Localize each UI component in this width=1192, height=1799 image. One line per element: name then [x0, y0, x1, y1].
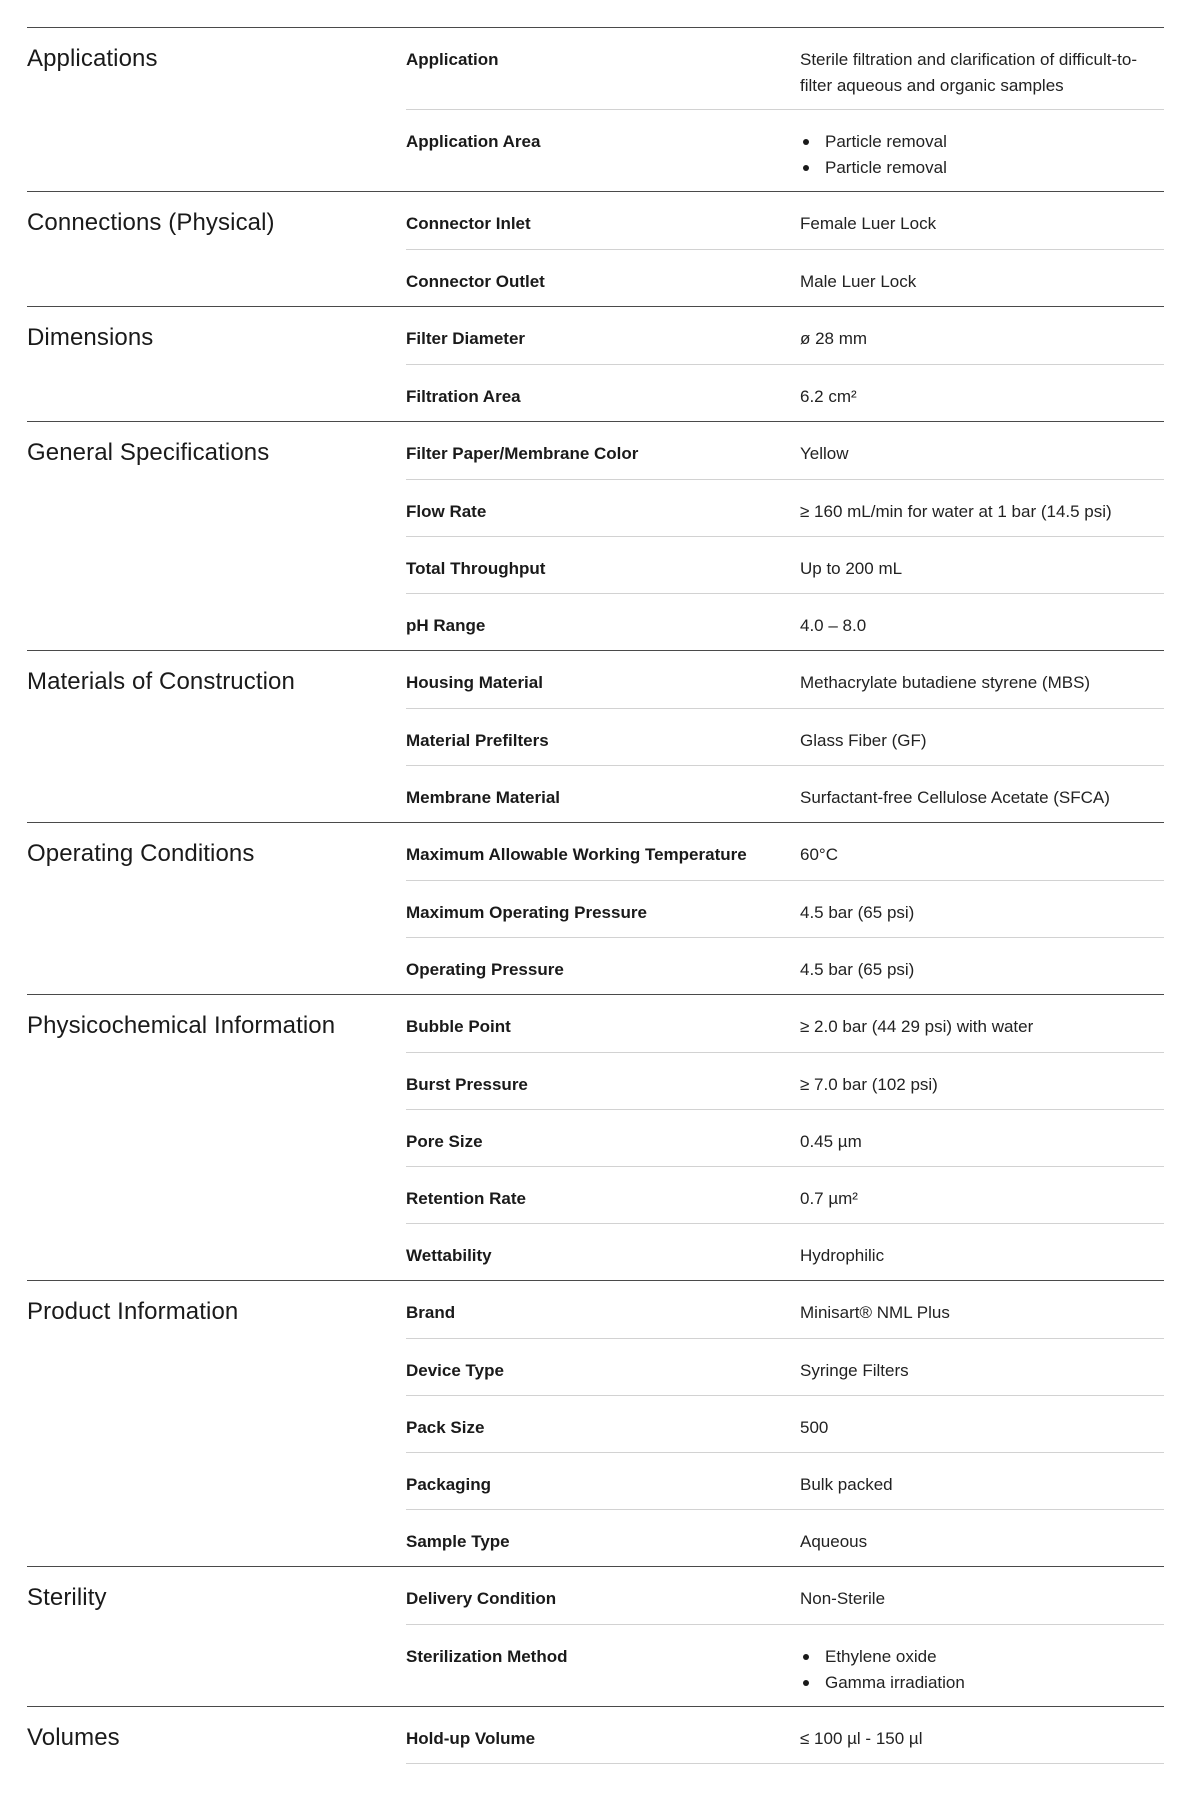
spec-row [406, 1052, 1164, 1109]
spec-value-list [800, 129, 1156, 181]
spec-group [27, 650, 1164, 822]
spec-label: Application [406, 50, 499, 69]
spec-label: Connector Outlet [406, 272, 545, 291]
spec-row [406, 536, 1164, 593]
spec-label: Device Type [406, 1361, 504, 1380]
group-title: Physicochemical Information [27, 1012, 336, 1039]
spec-label: Connector Inlet [406, 214, 531, 233]
spec-row [406, 651, 1164, 708]
spec-rows [406, 1707, 1164, 1764]
spec-rows [406, 28, 1164, 191]
spec-value: 4.0 – 8.0 [800, 616, 867, 635]
spec-label: Housing Material [406, 673, 543, 692]
spec-value: ≤ 100 µl - 150 µl [800, 1729, 923, 1748]
list-item: Gamma irradiation [800, 1670, 1156, 1696]
spec-value: ≥ 2.0 bar (44 29 psi) with water [800, 1017, 1034, 1036]
spec-value: Aqueous [800, 1532, 868, 1551]
spec-value: Male Luer Lock [800, 272, 917, 291]
spec-value: 4.5 bar (65 psi) [800, 960, 915, 979]
list-item: Particle removal [800, 129, 1156, 155]
spec-label: pH Range [406, 616, 486, 635]
spec-row [406, 765, 1164, 822]
spec-value: Female Luer Lock [800, 214, 937, 233]
spec-row [406, 1395, 1164, 1452]
spec-value: Hydrophilic [800, 1246, 885, 1265]
spec-group [27, 994, 1164, 1280]
group-title: Product Information [27, 1298, 239, 1325]
spec-label: Maximum Operating Pressure [406, 903, 647, 922]
spec-label: Operating Pressure [406, 960, 564, 979]
spec-value: ≥ 7.0 bar (102 psi) [800, 1075, 938, 1094]
spec-value-list [800, 1644, 1156, 1696]
spec-value [800, 129, 1164, 181]
spec-label: Retention Rate [406, 1189, 526, 1208]
spec-value: Non-Sterile [800, 1589, 886, 1608]
spec-group [27, 1706, 1164, 1764]
group-title: Connections (Physical) [27, 209, 275, 236]
spec-label: Pack Size [406, 1418, 485, 1437]
spec-row [406, 1452, 1164, 1509]
spec-label: Sterilization Method [406, 1647, 568, 1666]
spec-value: 0.45 µm [800, 1132, 862, 1151]
spec-label: Packaging [406, 1475, 492, 1494]
spec-group [27, 421, 1164, 650]
group-title: Volumes [27, 1724, 120, 1751]
spec-value: Yellow [800, 444, 849, 463]
spec-value: 0.7 µm² [800, 1189, 858, 1208]
spec-row [406, 28, 1164, 109]
spec-row [406, 1338, 1164, 1395]
spec-label: Sample Type [406, 1532, 510, 1551]
spec-value: ≥ 160 mL/min for water at 1 bar (14.5 psi) [800, 502, 1112, 521]
spec-group [27, 1280, 1164, 1566]
spec-row [406, 307, 1164, 364]
spec-row [406, 249, 1164, 306]
spec-rows [406, 651, 1164, 822]
spec-rows [406, 192, 1164, 306]
spec-rows [406, 995, 1164, 1280]
spec-row [406, 1109, 1164, 1166]
spec-row [406, 880, 1164, 937]
spec-row [406, 1624, 1164, 1706]
group-title: Materials of Construction [27, 668, 295, 695]
spec-label: Membrane Material [406, 788, 560, 807]
spec-row [406, 823, 1164, 880]
spec-value: Bulk packed [800, 1475, 893, 1494]
spec-group [27, 191, 1164, 306]
spec-label: Hold-up Volume [406, 1729, 536, 1748]
spec-value: Sterile filtration and clarification of difficult-to-filter aqueous and organic samples [800, 50, 1138, 95]
spec-row [406, 1223, 1164, 1280]
spec-row [406, 192, 1164, 249]
spec-row [406, 1281, 1164, 1338]
spec-value: ø 28 mm [800, 329, 868, 348]
spec-value: Glass Fiber (GF) [800, 731, 927, 750]
spec-label: Brand [406, 1303, 456, 1322]
spec-value: Up to 200 mL [800, 559, 903, 578]
group-title: General Specifications [27, 439, 270, 466]
spec-label: Maximum Allowable Working Temperature [406, 845, 747, 864]
spec-row [406, 479, 1164, 536]
spec-row [406, 995, 1164, 1052]
group-title: Applications [27, 45, 158, 72]
spec-rows [406, 307, 1164, 421]
spec-row [406, 1509, 1164, 1566]
spec-label: Bubble Point [406, 1017, 511, 1036]
spec-row [406, 1166, 1164, 1223]
spec-row [406, 1567, 1164, 1624]
spec-group [27, 1566, 1164, 1706]
spec-rows [406, 823, 1164, 994]
spec-label: Material Prefilters [406, 731, 549, 750]
list-item: Ethylene oxide [800, 1644, 1156, 1670]
spec-value: Minisart® NML Plus [800, 1303, 950, 1322]
spec-label: Delivery Condition [406, 1589, 557, 1608]
spec-group [27, 822, 1164, 994]
spec-label: Total Throughput [406, 559, 546, 578]
spec-label: Flow Rate [406, 502, 487, 521]
spec-value: Surfactant-free Cellulose Acetate (SFCA) [800, 788, 1110, 807]
spec-group [27, 306, 1164, 421]
spec-group [27, 27, 1164, 191]
group-title: Sterility [27, 1584, 107, 1611]
spec-row [406, 422, 1164, 479]
spec-value [800, 1644, 1164, 1696]
group-title: Dimensions [27, 324, 154, 351]
group-title: Operating Conditions [27, 840, 255, 867]
spec-label: Application Area [406, 132, 541, 151]
spec-label: Wettability [406, 1246, 492, 1265]
spec-label: Filter Diameter [406, 329, 526, 348]
spec-value: 4.5 bar (65 psi) [800, 903, 915, 922]
spec-label: Filtration Area [406, 387, 521, 406]
spec-label: Pore Size [406, 1132, 483, 1151]
spec-row [406, 937, 1164, 994]
spec-label: Filter Paper/Membrane Color [406, 444, 639, 463]
spec-row [406, 109, 1164, 191]
spec-label: Burst Pressure [406, 1075, 528, 1094]
spec-row [406, 593, 1164, 650]
spec-value: 500 [800, 1418, 829, 1437]
spec-rows [406, 1281, 1164, 1566]
spec-row [406, 1707, 1164, 1764]
spec-value: Methacrylate butadiene styrene (MBS) [800, 673, 1091, 692]
spec-row [406, 364, 1164, 421]
spec-rows [406, 1567, 1164, 1706]
spec-value: Syringe Filters [800, 1361, 909, 1380]
list-item: Particle removal [800, 155, 1156, 181]
spec-table [27, 27, 1164, 1764]
spec-rows [406, 422, 1164, 650]
spec-value: 6.2 cm² [800, 387, 857, 406]
spec-row [406, 708, 1164, 765]
spec-value: 60°C [800, 845, 838, 864]
